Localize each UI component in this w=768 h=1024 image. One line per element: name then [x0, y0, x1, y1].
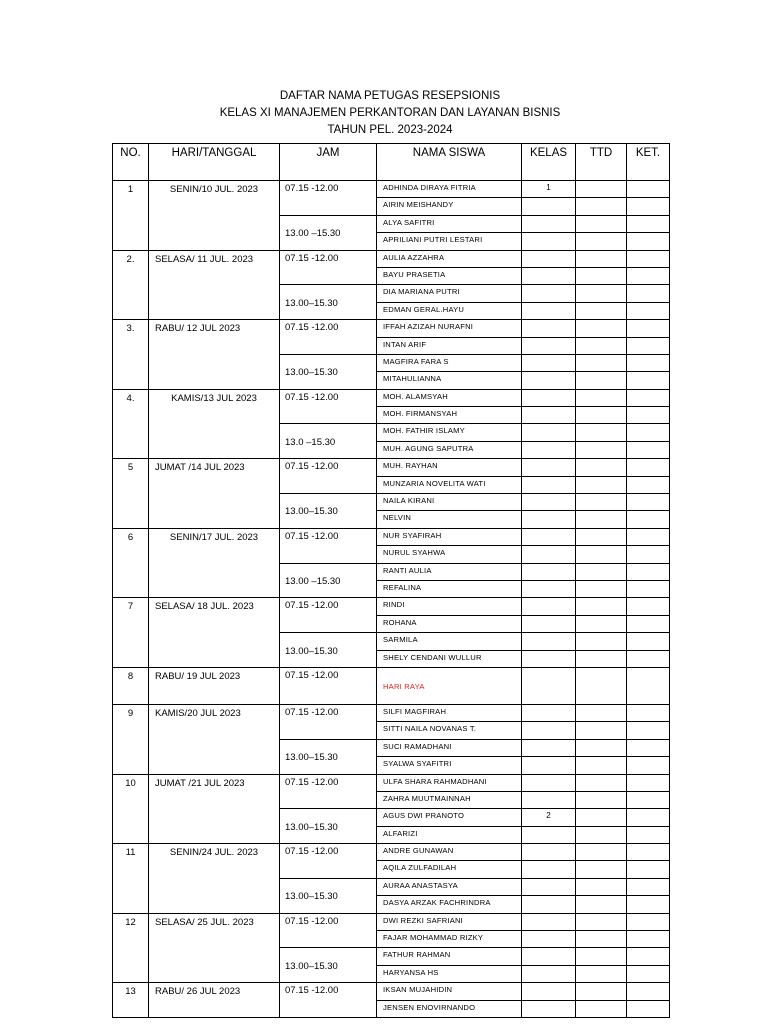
signature-cell [576, 931, 627, 948]
notes-cell [627, 250, 670, 267]
student-name-cell: ALYA SAFITRI [377, 215, 522, 232]
col-header-class: KELAS [522, 144, 576, 181]
student-name-cell: MUH. RAYHAN [377, 459, 522, 476]
signature-cell [576, 337, 627, 354]
class-cell [522, 931, 576, 948]
class-cell [522, 983, 576, 1000]
class-cell [522, 407, 576, 424]
day-date-cell: SELASA/ 25 JUL. 2023 [149, 913, 280, 983]
student-name-cell: JENSEN ENOVIRNANDO [377, 1000, 522, 1017]
notes-cell [627, 198, 670, 215]
signature-cell [576, 215, 627, 232]
class-cell [522, 320, 576, 337]
class-cell [522, 389, 576, 406]
notes-cell [627, 965, 670, 982]
class-cell [522, 476, 576, 493]
notes-cell [627, 667, 670, 704]
student-name-cell: NUR SYAFIRAH [377, 528, 522, 545]
col-header-name: NAMA SISWA [377, 144, 522, 181]
notes-cell [627, 424, 670, 441]
title-line-3: TAHUN PEL. 2023-2024 [327, 124, 453, 136]
student-name-cell: HARYANSA HS [377, 965, 522, 982]
notes-cell [627, 791, 670, 808]
day-date-cell: SENIN/17 JUL. 2023 [149, 528, 280, 598]
class-cell [522, 667, 576, 704]
time-am-cell: 07.15 -12.00 [280, 844, 377, 879]
notes-cell [627, 983, 670, 1000]
day-date-cell: RABU/ 12 JUL 2023 [149, 320, 280, 390]
signature-cell [576, 704, 627, 721]
student-name-cell: DWI REZKI SAFRIANI [377, 913, 522, 930]
class-cell [522, 424, 576, 441]
class-cell [522, 354, 576, 371]
class-cell [522, 722, 576, 739]
notes-cell [627, 337, 670, 354]
signature-cell [576, 896, 627, 913]
notes-cell [627, 441, 670, 458]
student-name-cell: RANTI AULIA [377, 563, 522, 580]
class-cell [522, 563, 576, 580]
signature-cell [576, 722, 627, 739]
row-number: 10 [113, 774, 149, 844]
notes-cell [627, 267, 670, 284]
notes-cell [627, 913, 670, 930]
time-am-cell: 07.15 -12.00 [280, 704, 377, 739]
notes-cell [627, 948, 670, 965]
signature-cell [576, 563, 627, 580]
class-cell [522, 791, 576, 808]
student-name-cell: NELVIN [377, 511, 522, 528]
notes-cell [627, 459, 670, 476]
student-name-cell: ANDRE GUNAWAN [377, 844, 522, 861]
signature-cell [576, 861, 627, 878]
student-name-cell: IFFAH AZIZAH NURAFNI [377, 320, 522, 337]
time-pm-cell: 13.0 –15.30 [280, 424, 377, 459]
class-cell [522, 650, 576, 667]
time-pm-cell: 13.00–15.30 [280, 354, 377, 389]
notes-cell [627, 511, 670, 528]
class-cell [522, 704, 576, 721]
notes-cell [627, 494, 670, 511]
class-cell [522, 1000, 576, 1017]
class-cell [522, 913, 576, 930]
signature-cell [576, 250, 627, 267]
student-name-cell: MOH. FIRMANSYAH [377, 407, 522, 424]
student-name-cell: ULFA SHARA RAHMADHANI [377, 774, 522, 791]
day-date-cell: SENIN/24 JUL. 2023 [149, 844, 280, 914]
notes-cell [627, 476, 670, 493]
signature-cell [576, 285, 627, 302]
student-name-cell: DIA MARIANA PUTRI [377, 285, 522, 302]
notes-cell [627, 615, 670, 632]
table-row [113, 181, 670, 198]
day-date-cell: KAMIS/20 JUL 2023 [149, 704, 280, 774]
document-title [112, 88, 668, 139]
table-row [113, 704, 670, 721]
signature-cell [576, 528, 627, 545]
signature-cell [576, 389, 627, 406]
roster-table [112, 143, 670, 1018]
notes-cell [627, 181, 670, 198]
notes-cell [627, 598, 670, 615]
class-cell [522, 615, 576, 632]
student-name-cell: SUCI RAMADHANI [377, 739, 522, 756]
table-row [113, 598, 670, 615]
signature-cell [576, 774, 627, 791]
day-date-cell: SELASA/ 18 JUL. 2023 [149, 598, 280, 668]
signature-cell [576, 650, 627, 667]
signature-cell [576, 267, 627, 284]
student-name-cell: AIRIN MEISHANDY [377, 198, 522, 215]
time-pm-cell: 13.00–15.30 [280, 739, 377, 774]
time-am-cell: 07.15 -12.00 [280, 181, 377, 216]
class-cell [522, 511, 576, 528]
class-cell [522, 233, 576, 250]
student-name-cell: MITAHULIANNA [377, 372, 522, 389]
signature-cell [576, 948, 627, 965]
time-am-cell: 07.15 -12.00 [280, 983, 377, 1018]
class-cell [522, 633, 576, 650]
col-header-time: JAM [280, 144, 377, 181]
class-cell [522, 459, 576, 476]
notes-cell [627, 633, 670, 650]
time-am-cell: 07.15 -12.00 [280, 528, 377, 563]
signature-cell [576, 354, 627, 371]
student-name-cell: MOH. FATHIR ISLAMY [377, 424, 522, 441]
row-number: 9 [113, 704, 149, 774]
student-name-cell: HARI RAYA [377, 667, 522, 704]
title-line-2: KELAS XI MANAJEMEN PERKANTORAN DAN LAYANAN BISNIS [219, 107, 561, 119]
time-am-cell: 07.15 -12.00 [280, 598, 377, 633]
day-date-cell: JUMAT /14 JUL 2023 [149, 459, 280, 529]
notes-cell [627, 650, 670, 667]
class-cell [522, 844, 576, 861]
notes-cell [627, 878, 670, 895]
student-name-cell: MUNZARIA NOVELITA WATI [377, 476, 522, 493]
class-cell [522, 861, 576, 878]
row-number: 11 [113, 844, 149, 914]
row-number: 1 [113, 181, 149, 251]
signature-cell [576, 441, 627, 458]
notes-cell [627, 320, 670, 337]
time-am-cell: 07.15 -12.00 [280, 250, 377, 285]
table-row [113, 844, 670, 861]
signature-cell [576, 615, 627, 632]
signature-cell [576, 181, 627, 198]
signature-cell [576, 965, 627, 982]
student-name-cell: SARMILA [377, 633, 522, 650]
class-cell [522, 965, 576, 982]
notes-cell [627, 354, 670, 371]
row-number: 8 [113, 667, 149, 704]
row-number: 13 [113, 983, 149, 1018]
notes-cell [627, 739, 670, 756]
class-cell: 1 [522, 181, 576, 198]
class-cell [522, 372, 576, 389]
notes-cell [627, 757, 670, 774]
notes-cell [627, 302, 670, 319]
notes-cell [627, 372, 670, 389]
student-name-cell: MAGFIRA FARA S [377, 354, 522, 371]
notes-cell [627, 722, 670, 739]
notes-cell [627, 233, 670, 250]
notes-cell [627, 774, 670, 791]
signature-cell [576, 372, 627, 389]
student-name-cell: INTAN ARIF [377, 337, 522, 354]
table-row [113, 983, 670, 1000]
student-name-cell: ROHANA [377, 615, 522, 632]
signature-cell [576, 826, 627, 843]
row-number: 5 [113, 459, 149, 529]
student-name-cell: MUH. AGUNG SAPUTRA [377, 441, 522, 458]
table-row [113, 250, 670, 267]
time-pm-cell: 13.00 –15.30 [280, 215, 377, 250]
student-name-cell: AURAA ANASTASYA [377, 878, 522, 895]
signature-cell [576, 459, 627, 476]
notes-cell [627, 407, 670, 424]
time-pm-cell: 13.00–15.30 [280, 878, 377, 913]
class-cell [522, 896, 576, 913]
signature-cell [576, 844, 627, 861]
time-pm-cell: 13.00–15.30 [280, 948, 377, 983]
signature-cell [576, 198, 627, 215]
student-name-cell: ZAHRA MUUTMAINNAH [377, 791, 522, 808]
student-name-cell: BAYU PRASETIA [377, 267, 522, 284]
table-row [113, 528, 670, 545]
col-header-signature: TTD [576, 144, 627, 181]
day-date-cell: SELASA/ 11 JUL. 2023 [149, 250, 280, 320]
row-number: 12 [113, 913, 149, 983]
time-pm-cell: 13.00–15.30 [280, 494, 377, 529]
col-header-notes: KET. [627, 144, 670, 181]
notes-cell [627, 389, 670, 406]
class-cell [522, 337, 576, 354]
student-name-cell: SILFI MAGFIRAH [377, 704, 522, 721]
signature-cell [576, 809, 627, 826]
time-pm-cell: 13.00–15.30 [280, 285, 377, 320]
signature-cell [576, 791, 627, 808]
signature-cell [576, 983, 627, 1000]
table-header-row [113, 144, 670, 181]
notes-cell [627, 285, 670, 302]
class-cell [522, 757, 576, 774]
student-name-cell: SITTI NAILA NOVANAS T. [377, 722, 522, 739]
class-cell [522, 739, 576, 756]
notes-cell [627, 1000, 670, 1017]
signature-cell [576, 598, 627, 615]
notes-cell [627, 861, 670, 878]
table-row [113, 667, 670, 704]
notes-cell [627, 809, 670, 826]
class-cell [522, 826, 576, 843]
table-row [113, 913, 670, 930]
time-am-cell: 07.15 -12.00 [280, 774, 377, 809]
day-date-cell: SENIN/10 JUL. 2023 [149, 181, 280, 251]
student-name-cell: SYALWA SYAFITRI [377, 757, 522, 774]
student-name-cell: EDMAN GERAL.HAYU [377, 302, 522, 319]
student-name-cell: AQILA ZULFADILAH [377, 861, 522, 878]
signature-cell [576, 667, 627, 704]
table-row [113, 389, 670, 406]
student-name-cell: ALFARIZI [377, 826, 522, 843]
time-am-cell: 07.15 -12.00 [280, 320, 377, 355]
row-number: 2. [113, 250, 149, 320]
student-name-cell: ADHINDA DIRAYA FITRIA [377, 181, 522, 198]
signature-cell [576, 494, 627, 511]
notes-cell [627, 580, 670, 597]
class-cell [522, 774, 576, 791]
student-name-cell: SHELY CENDANI WULLUR [377, 650, 522, 667]
class-cell [522, 215, 576, 232]
student-name-cell: MOH. ALAMSYAH [377, 389, 522, 406]
day-date-cell: JUMAT /21 JUL 2023 [149, 774, 280, 844]
class-cell [522, 948, 576, 965]
signature-cell [576, 320, 627, 337]
notes-cell [627, 563, 670, 580]
class-cell [522, 598, 576, 615]
notes-cell [627, 826, 670, 843]
notes-cell [627, 528, 670, 545]
student-name-cell: APRILIANI PUTRI LESTARI [377, 233, 522, 250]
signature-cell [576, 476, 627, 493]
class-cell [522, 878, 576, 895]
table-row [113, 774, 670, 791]
time-pm-cell: 13.00–15.30 [280, 633, 377, 668]
class-cell [522, 198, 576, 215]
signature-cell [576, 913, 627, 930]
table-row [113, 459, 670, 476]
notes-cell [627, 931, 670, 948]
class-cell [522, 250, 576, 267]
col-header-day: HARI/TANGGAL [149, 144, 280, 181]
signature-cell [576, 739, 627, 756]
signature-cell [576, 633, 627, 650]
signature-cell [576, 580, 627, 597]
day-date-cell: RABU/ 19 JUL 2023 [149, 667, 280, 704]
signature-cell [576, 546, 627, 563]
row-number: 6 [113, 528, 149, 598]
time-am-cell: 07.15 -12.00 [280, 389, 377, 424]
class-cell [522, 528, 576, 545]
table-row [113, 320, 670, 337]
student-name-cell: NAILA KIRANI [377, 494, 522, 511]
notes-cell [627, 896, 670, 913]
signature-cell [576, 511, 627, 528]
time-pm-cell: 13.00–15.30 [280, 809, 377, 844]
row-number: 4. [113, 389, 149, 459]
student-name-cell: RINDI [377, 598, 522, 615]
student-name-cell: AULIA AZZAHRA [377, 250, 522, 267]
student-name-cell: FAJAR MOHAMMAD RIZKY [377, 931, 522, 948]
day-date-cell: KAMIS/13 JUL 2023 [149, 389, 280, 459]
class-cell [522, 580, 576, 597]
student-name-cell: IKSAN MUJAHIDIN [377, 983, 522, 1000]
signature-cell [576, 757, 627, 774]
student-name-cell: DASYA ARZAK FACHRINDRA [377, 896, 522, 913]
signature-cell [576, 407, 627, 424]
student-name-cell: NURUL SYAHWA [377, 546, 522, 563]
signature-cell [576, 233, 627, 250]
student-name-cell: REFALINA [377, 580, 522, 597]
student-name-cell: FATHUR RAHMAN [377, 948, 522, 965]
signature-cell [576, 1000, 627, 1017]
row-number: 3. [113, 320, 149, 390]
notes-cell [627, 844, 670, 861]
time-am-cell: 07.15 -12.00 [280, 667, 377, 704]
class-cell [522, 494, 576, 511]
time-am-cell: 07.15 -12.00 [280, 459, 377, 494]
class-cell [522, 285, 576, 302]
signature-cell [576, 424, 627, 441]
signature-cell [576, 302, 627, 319]
time-am-cell: 07.15 -12.00 [280, 913, 377, 948]
signature-cell [576, 878, 627, 895]
notes-cell [627, 215, 670, 232]
col-header-no: NO. [113, 144, 149, 181]
class-cell [522, 267, 576, 284]
class-cell [522, 302, 576, 319]
row-number: 7 [113, 598, 149, 668]
day-date-cell: RABU/ 26 JUL 2023 [149, 983, 280, 1018]
student-name-cell: AGUS DWI PRANOTO [377, 809, 522, 826]
title-line-1: DAFTAR NAMA PETUGAS RESEPSIONIS [279, 90, 501, 102]
class-cell [522, 441, 576, 458]
class-cell [522, 546, 576, 563]
notes-cell [627, 546, 670, 563]
time-pm-cell: 13.00 –15.30 [280, 563, 377, 598]
class-cell: 2 [522, 809, 576, 826]
notes-cell [627, 704, 670, 721]
